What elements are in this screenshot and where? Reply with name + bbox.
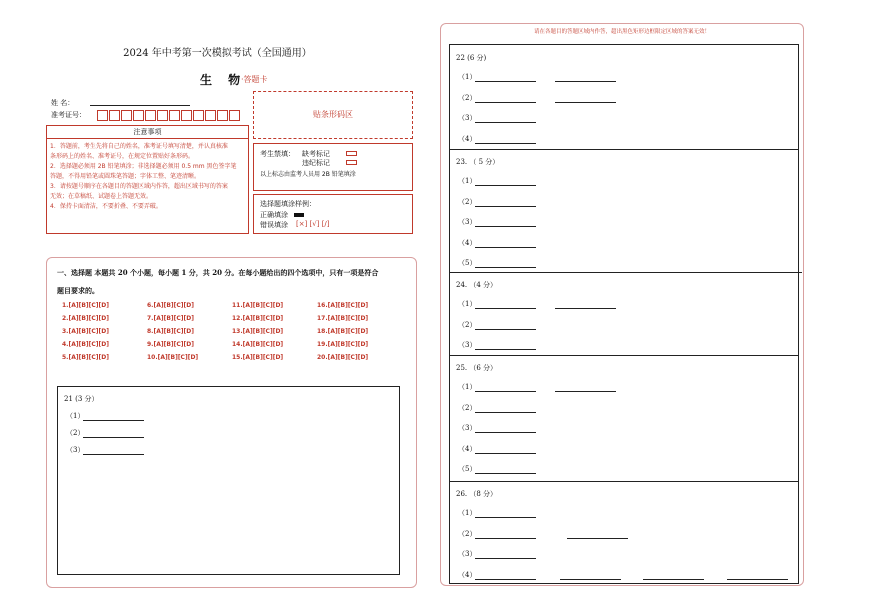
- q21-answer-line[interactable]: [83, 420, 144, 421]
- mc-item[interactable]: 14.[A][B][C][D]: [232, 341, 284, 348]
- question-part-label: （1）: [458, 73, 477, 81]
- mc-item[interactable]: 19.[A][B][C][D]: [317, 341, 369, 348]
- exam-title: 2024 年中考第一次模拟考试（全国通用）: [123, 48, 312, 59]
- mc-item[interactable]: 12.[A][B][C][D]: [232, 315, 284, 322]
- notice-lines: [47, 139, 248, 212]
- barcode-area-label: 贴条形码区: [313, 110, 353, 119]
- answer-line[interactable]: [475, 267, 536, 268]
- exam-id-digit-box[interactable]: [133, 110, 144, 121]
- answer-line[interactable]: [475, 473, 536, 474]
- exam-id-digit-box[interactable]: [229, 110, 240, 121]
- notice-heading: 注意事项: [47, 126, 248, 139]
- notice-line: 条形码上的姓名、准考证号，在规定位置贴好条形码。: [50, 153, 195, 160]
- mc-item[interactable]: 2.[A][B][C][D]: [62, 315, 109, 322]
- question-divider: [450, 149, 798, 150]
- correct-fill-label: 正确填涂: [260, 211, 288, 219]
- answer-line[interactable]: [475, 391, 536, 392]
- mc-item[interactable]: 18.[A][B][C][D]: [317, 328, 369, 335]
- question-part-label: （3）: [458, 550, 477, 558]
- notice-line: 答题，不得用铅笔或圆珠笔答题；字体工整、笔迹清晰。: [50, 173, 201, 180]
- mc-item[interactable]: 5.[A][B][C][D]: [62, 354, 109, 361]
- notice-line: 2．选择题必须用 2B 铅笔填涂；非选择题必须用 0.5 mm 黑色签字笔: [50, 163, 237, 170]
- mc-item[interactable]: 7.[A][B][C][D]: [147, 315, 194, 322]
- exam-marks-box: [253, 143, 413, 191]
- notice-line: 无效；在草稿纸、试题卷上答题无效。: [50, 193, 153, 200]
- answer-line[interactable]: [475, 308, 536, 309]
- q21-answer-line[interactable]: [83, 454, 144, 455]
- exam-id-digit-box[interactable]: [157, 110, 168, 121]
- question-part-label: （3）: [458, 218, 477, 226]
- q21-part-label: （2）: [66, 429, 85, 437]
- exam-id-digit-box[interactable]: [145, 110, 156, 121]
- exam-marks-note: 以上标志由监考人员用 2B 铅笔填涂: [260, 171, 356, 178]
- mc-item[interactable]: 4.[A][B][C][D]: [62, 341, 109, 348]
- question-title: 23. （ 5 分）: [456, 158, 500, 166]
- answer-line[interactable]: [475, 453, 536, 454]
- id-label: 准考证号：: [51, 111, 86, 119]
- question-title: 22 (6 分): [456, 54, 487, 62]
- answer-line[interactable]: [475, 185, 536, 186]
- notice-line: 4．保持卡面清洁，不要折叠、不要弄破。: [50, 203, 162, 210]
- question-part-label: （1）: [458, 509, 477, 517]
- answer-area: [449, 44, 799, 584]
- fill-example-box: [253, 194, 413, 234]
- question-divider: [450, 355, 798, 356]
- mc-item[interactable]: 6.[A][B][C][D]: [147, 302, 194, 309]
- answer-line[interactable]: [475, 329, 536, 330]
- exam-id-digit-box[interactable]: [121, 110, 132, 121]
- answer-line[interactable]: [475, 206, 536, 207]
- answer-line[interactable]: [475, 349, 536, 350]
- mc-item[interactable]: 9.[A][B][C][D]: [147, 341, 194, 348]
- subject-subtitle: ·答题卡: [241, 75, 268, 84]
- question-part-label: （1）: [458, 383, 477, 391]
- question-title: 25. （6 分）: [456, 364, 498, 372]
- right-warning: 请在各题目的答题区域内作答，超出黑色矩形边框限定区域的答案无效！: [533, 29, 710, 35]
- exam-id-digit-box[interactable]: [217, 110, 228, 121]
- question-title: 24. （4 分）: [456, 281, 498, 289]
- subject-title: 生 物: [200, 73, 247, 87]
- answer-line[interactable]: [475, 579, 536, 580]
- barcode-area: [253, 91, 413, 139]
- answer-line[interactable]: [475, 102, 536, 103]
- question-part-label: （4）: [458, 134, 477, 143]
- question-part-label: （3）: [458, 114, 477, 122]
- cheat-label: 违纪标记: [302, 159, 330, 167]
- question-part-label: （4）: [458, 444, 477, 453]
- answer-line[interactable]: [475, 81, 536, 82]
- notice-box: [46, 125, 249, 234]
- question-title: 26. （8 分）: [456, 490, 498, 498]
- question-divider: [450, 481, 798, 482]
- name-field[interactable]: [90, 105, 190, 106]
- question-part-label: （4）: [458, 570, 477, 579]
- wrong-fill-label: 错误填涂: [260, 221, 288, 229]
- answer-line[interactable]: [475, 558, 536, 559]
- answer-line[interactable]: [555, 102, 616, 103]
- mc-item[interactable]: 13.[A][B][C][D]: [232, 328, 284, 335]
- answer-line[interactable]: [475, 538, 536, 539]
- question-part-label: （3）: [458, 424, 477, 432]
- answer-line[interactable]: [475, 432, 536, 433]
- section1-instruction-cont: 题目要求的。: [57, 286, 99, 295]
- mc-item[interactable]: 15.[A][B][C][D]: [232, 354, 284, 361]
- question-part-label: （2）: [458, 93, 477, 102]
- question-part-label: （2）: [458, 403, 477, 412]
- question-part-label: （2）: [458, 529, 477, 538]
- exam-id-digit-box[interactable]: [97, 110, 108, 121]
- exam-id-digit-box[interactable]: [109, 110, 120, 121]
- mc-item[interactable]: 3.[A][B][C][D]: [62, 328, 109, 335]
- exam-id-digit-box[interactable]: [181, 110, 192, 121]
- mc-item[interactable]: 8.[A][B][C][D]: [147, 328, 194, 335]
- name-label: 姓 名：: [51, 99, 75, 107]
- exam-id-digit-box[interactable]: [205, 110, 216, 121]
- question-part-label: （3）: [458, 341, 477, 349]
- q21-answer-line[interactable]: [83, 437, 144, 438]
- q21-title: 21 (3 分）: [64, 395, 99, 403]
- q21-part-label: （3）: [66, 446, 85, 454]
- question-part-label: （2）: [458, 197, 477, 206]
- answer-line[interactable]: [643, 579, 704, 580]
- answer-line[interactable]: [475, 226, 536, 227]
- mc-item[interactable]: 1.[A][B][C][D]: [62, 302, 109, 309]
- mc-item[interactable]: 10.[A][B][C][D]: [147, 354, 199, 361]
- absent-label: 缺考标记: [302, 150, 330, 158]
- question-divider: [450, 272, 802, 273]
- answer-line[interactable]: [475, 247, 536, 248]
- correct-fill-sample: [294, 213, 304, 217]
- answer-line[interactable]: [475, 122, 536, 123]
- exam-marks-label: 考生禁填：: [260, 150, 295, 158]
- question-part-label: （1）: [458, 300, 477, 308]
- answer-line[interactable]: [567, 538, 628, 539]
- notice-line: 3．请按题号顺序在各题目的答题区域内作答，超出区域书写的答案: [50, 183, 228, 190]
- mc-item[interactable]: 11.[A][B][C][D]: [232, 302, 284, 309]
- exam-id-digit-box[interactable]: [169, 110, 180, 121]
- answer-line[interactable]: [555, 308, 616, 309]
- question-part-label: （5）: [458, 465, 477, 473]
- answer-line[interactable]: [555, 81, 616, 82]
- q21-box: [57, 386, 400, 575]
- q21-part-label: （1）: [66, 412, 85, 420]
- answer-line[interactable]: [475, 143, 536, 144]
- answer-line[interactable]: [727, 579, 788, 580]
- absent-checkbox[interactable]: [346, 151, 357, 156]
- mc-item[interactable]: 20.[A][B][C][D]: [317, 354, 369, 361]
- mc-item[interactable]: 17.[A][B][C][D]: [317, 315, 369, 322]
- notice-line: 1．答题前，考生先将自己的姓名，准考证号填写清楚，并认真核准: [50, 143, 228, 150]
- answer-line[interactable]: [555, 391, 616, 392]
- wrong-fill-samples: [×] [√] [/]: [296, 220, 330, 228]
- question-part-label: （5）: [458, 259, 477, 267]
- fill-example-heading: 选择题填涂样例：: [260, 200, 316, 208]
- section1-instruction: 一、选择题 本题共 20 个小题，每小题 1 分，共 20 分。在每小题给出的四个选项中，只有一项是符合: [57, 268, 379, 277]
- mc-item[interactable]: 16.[A][B][C][D]: [317, 302, 369, 309]
- question-part-label: （4）: [458, 238, 477, 247]
- cheat-checkbox[interactable]: [346, 160, 357, 165]
- answer-line[interactable]: [475, 517, 536, 518]
- answer-line[interactable]: [475, 412, 536, 413]
- answer-line[interactable]: [560, 579, 621, 580]
- exam-id-digit-box[interactable]: [193, 110, 204, 121]
- question-part-label: （1）: [458, 177, 477, 185]
- question-part-label: （2）: [458, 320, 477, 329]
